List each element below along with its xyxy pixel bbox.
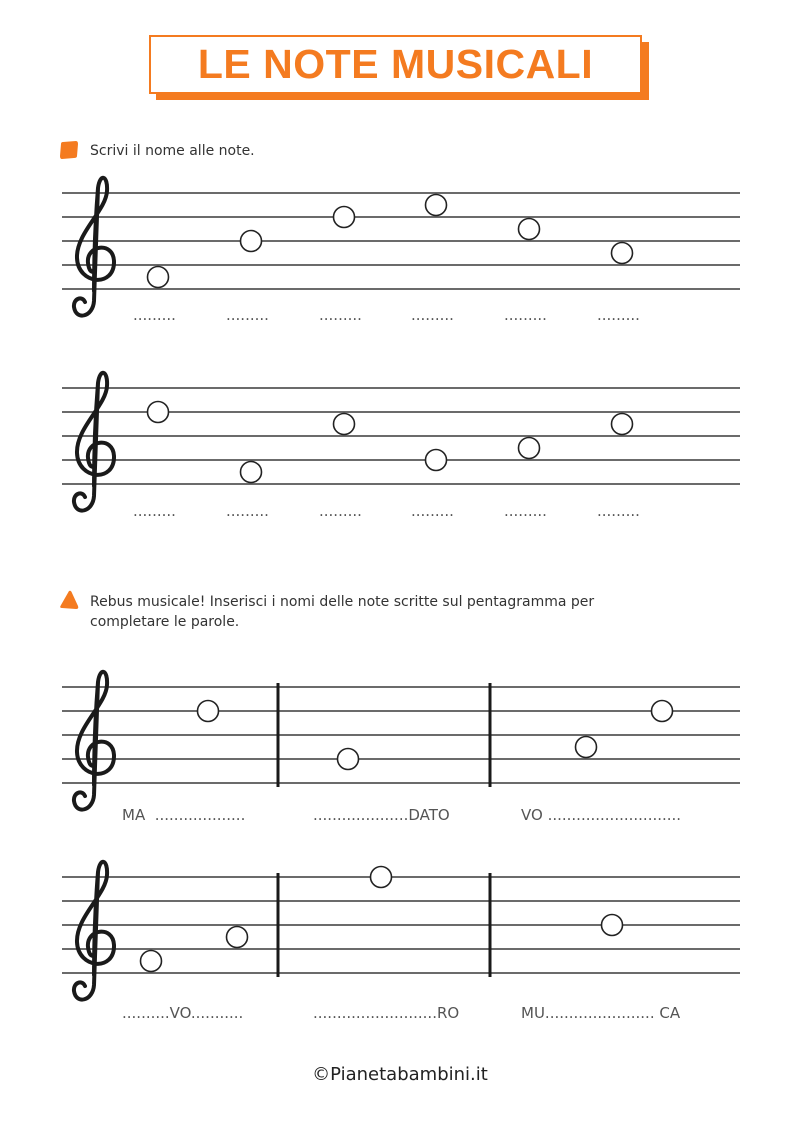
whole-note-icon [426,450,447,471]
whole-note-icon [576,737,597,758]
rebus-word-blank[interactable]: ....................DATO [313,806,450,824]
answer-blank[interactable]: ......... [597,502,640,520]
answer-blank[interactable]: ......... [133,502,176,520]
whole-note-icon [241,231,262,252]
whole-note-icon [612,414,633,435]
treble-clef-icon [74,672,114,810]
footer-copyright: ©Pianetabambini.it [312,1064,488,1085]
answer-blank[interactable]: ......... [504,306,547,324]
rebus-word-blank[interactable]: ..........................RO [313,1004,460,1022]
whole-note-icon [519,219,540,240]
whole-note-icon [227,927,248,948]
treble-clef-icon [74,373,114,511]
orange-square-icon [59,140,79,160]
whole-note-icon [148,402,169,423]
whole-note-icon [198,701,219,722]
treble-clef-icon [74,178,114,316]
whole-note-icon [241,462,262,483]
whole-note-icon [338,749,359,770]
whole-note-icon [334,414,355,435]
whole-note-icon [148,267,169,288]
answer-blank[interactable]: ......... [226,502,269,520]
answer-blank[interactable]: ......... [133,306,176,324]
whole-note-icon [371,867,392,888]
title-text: LE NOTE MUSICALI [197,41,594,87]
rebus-word-blank[interactable]: MA ................... [122,806,246,824]
whole-note-icon [426,195,447,216]
whole-note-icon [652,701,673,722]
treble-clef-icon [74,862,114,1000]
orange-triangle-icon [59,590,79,610]
rebus-word-blank[interactable]: MU....................... CA [521,1004,681,1022]
answer-blank[interactable]: ......... [597,306,640,324]
whole-note-icon [334,207,355,228]
answer-blank[interactable]: ......... [319,502,362,520]
whole-note-icon [612,243,633,264]
whole-note-icon [519,438,540,459]
answer-blank[interactable]: ......... [411,306,454,324]
answer-blank[interactable]: ......... [411,502,454,520]
title-box [149,35,642,94]
answer-blank[interactable]: ......... [226,306,269,324]
answer-blank[interactable]: ......... [319,306,362,324]
whole-note-icon [602,915,623,936]
exercise2-instruction-line2: completare le parole. [90,614,240,630]
exercise1-instruction: Scrivi il nome alle note. [90,143,255,159]
rebus-word-blank[interactable]: ..........VO........... [122,1004,244,1022]
worksheet-title [149,35,642,92]
exercise2-instruction-line1: Rebus musicale! Inserisci i nomi delle note scritte sul pentagramma per [90,594,595,610]
rebus-word-blank[interactable]: VO ............................ [521,806,682,824]
answer-blank[interactable]: ......... [504,502,547,520]
whole-note-icon [141,951,162,972]
